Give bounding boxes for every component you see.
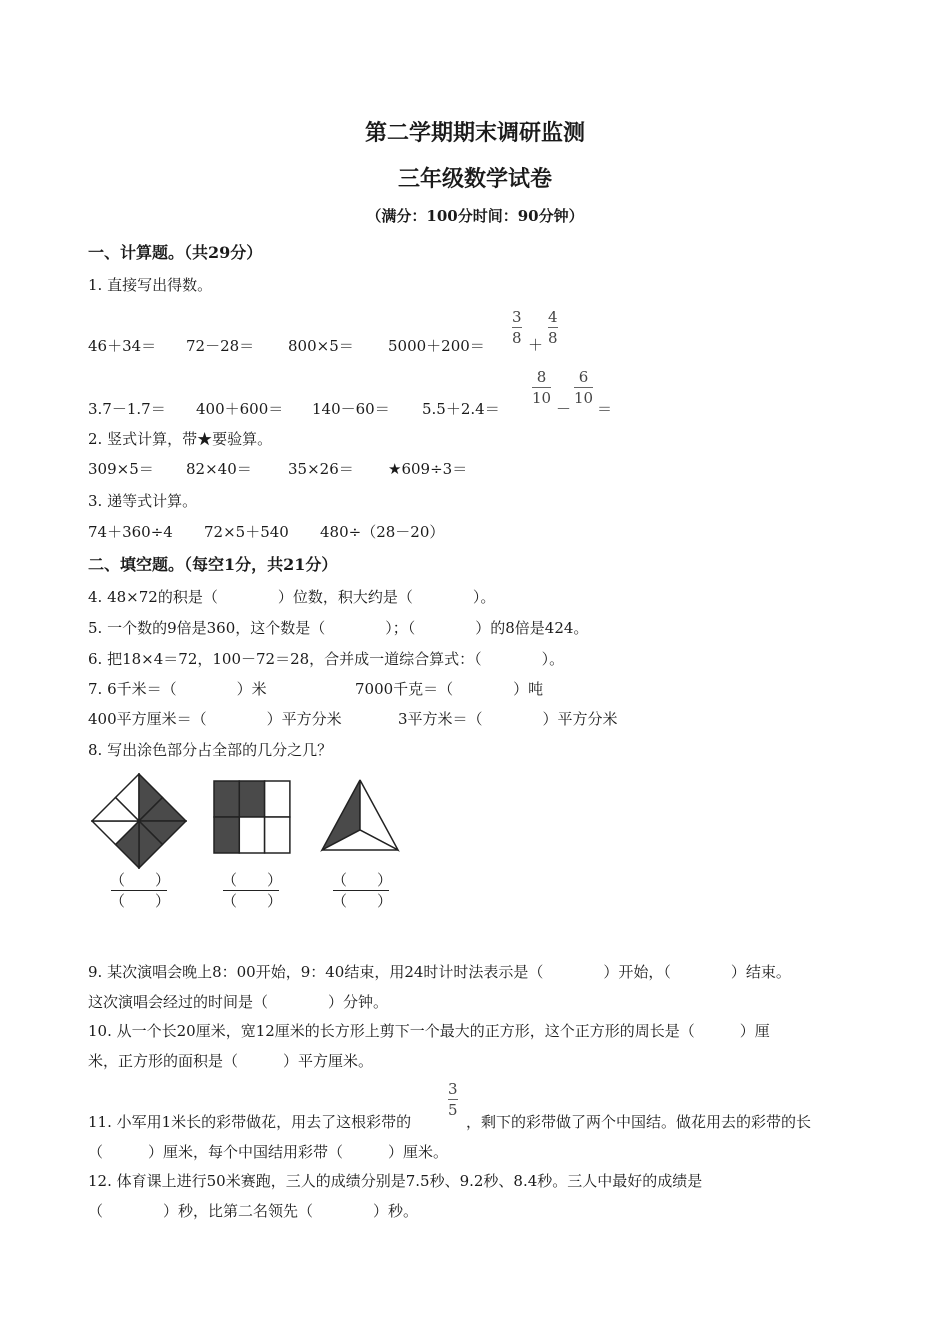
fraction-3-5: 3 5 [448,1080,458,1119]
q3-item: 74＋360÷4 [88,523,173,541]
q2-item: 82×40＝ [186,460,252,478]
q7-a: 7. 6千米＝（ ）米 [88,680,267,698]
q1-item: 72－28＝ [186,337,255,355]
q5: 5. 一个数的9倍是360，这个数是（ ）；（ ）的8倍是424。 [88,619,589,637]
q7-d: 3平方米＝（ ）平方分米 [398,710,618,728]
score-time-note: （满分：100分时间：90分钟） [366,207,584,225]
fraction-answer-2[interactable]: （ ） （ ） [222,871,283,910]
q12-line1: 12. 体育课上进行50米赛跑，三人的成绩分别是7.5秒、9.2秒、8.4秒。三人中最好的成绩是 [88,1172,703,1190]
q7-b: 7000千克＝（ ）吨 [355,680,544,698]
fraction-3-8: 3 8 [512,308,522,347]
grid-figure [213,780,291,854]
equals-sign: ＝ [597,400,613,418]
q3-row [88,521,476,542]
page-subtitle: 三年级数学试卷 [397,166,552,192]
section1-heading: 一、计算题。（共29分） [88,243,263,262]
q9-line2: 这次演唱会经过的时间是（ ）分钟。 [88,993,389,1011]
q1-item: 5.5＋2.4＝ [422,400,500,418]
fraction-6-10: 6 10 [574,368,594,407]
fraction-8-10: 8 10 [532,368,552,407]
q1-item: 140－60＝ [312,400,390,418]
q11-line1a: 11. 小军用1米长的彩带做花，用去了这根彩带的 [88,1113,412,1131]
q8-label: 8. 写出涂色部分占全部的几分之几？ [88,741,333,759]
q7-c: 400平方厘米＝（ ）平方分米 [88,710,342,728]
triangle-figure [320,778,400,852]
q1-item: 5000＋200＝ [388,337,485,355]
q1-row1 [88,335,510,356]
q1-item: 800×5＝ [288,337,354,355]
fraction-4-8: 4 8 [548,308,558,347]
q1-label: 1. 直接写出得数。 [88,276,213,294]
q10-line2: 米，正方形的面积是（ ）平方厘米。 [88,1052,374,1070]
q10-line1: 10. 从一个长20厘米，宽12厘米的长方形上剪下一个最大的正方形，这个正方形的周长是（ ）厘 [88,1022,770,1040]
q3-label: 3. 递等式计算。 [88,492,198,510]
q9-line1: 9. 某次演唱会晚上8：00开始，9：40结束，用24时计时法表示是（ ）开始，（ ）结束。 [88,963,791,981]
q2-item: 309×5＝ [88,460,154,478]
q2-item: ★609÷3＝ [388,460,468,478]
q1-item: 400＋600＝ [196,400,284,418]
q3-item: 72×5＋540 [204,523,289,541]
q4: 4. 48×72的积是（ ）位数，积大约是（ ）。 [88,588,496,606]
diamond-figure [91,773,187,869]
q2-row [88,458,499,479]
q2-label: 2. 竖式计算，带★要验算。 [88,430,273,448]
plus-sign: ＋ [528,336,544,354]
q3-item: 480÷（28－20） [320,523,445,541]
q1-row2 [88,398,544,419]
q1-item: 3.7－1.7＝ [88,400,166,418]
page-title: 第二学期期末调研监测 [364,120,585,146]
q11-line1b: ，剩下的彩带做了两个中国结。做花用去的彩带的长 [466,1113,812,1131]
minus-sign: － [556,400,572,418]
q2-item: 35×26＝ [288,460,354,478]
section2-heading: 二、填空题。（每空1分，共21分） [88,555,338,574]
fraction-answer-1[interactable]: （ ） （ ） [110,871,171,910]
q1-item: 46＋34＝ [88,337,157,355]
fraction-answer-3[interactable]: （ ） （ ） [332,871,393,910]
q6: 6. 把18×4＝72，100－72＝28，合并成一道综合算式：（ ）。 [88,650,565,668]
q11-line2: （ ）厘米，每个中国结用彩带（ ）厘米。 [88,1143,449,1161]
q12-line2: （ ）秒，比第二名领先（ ）秒。 [88,1202,419,1220]
